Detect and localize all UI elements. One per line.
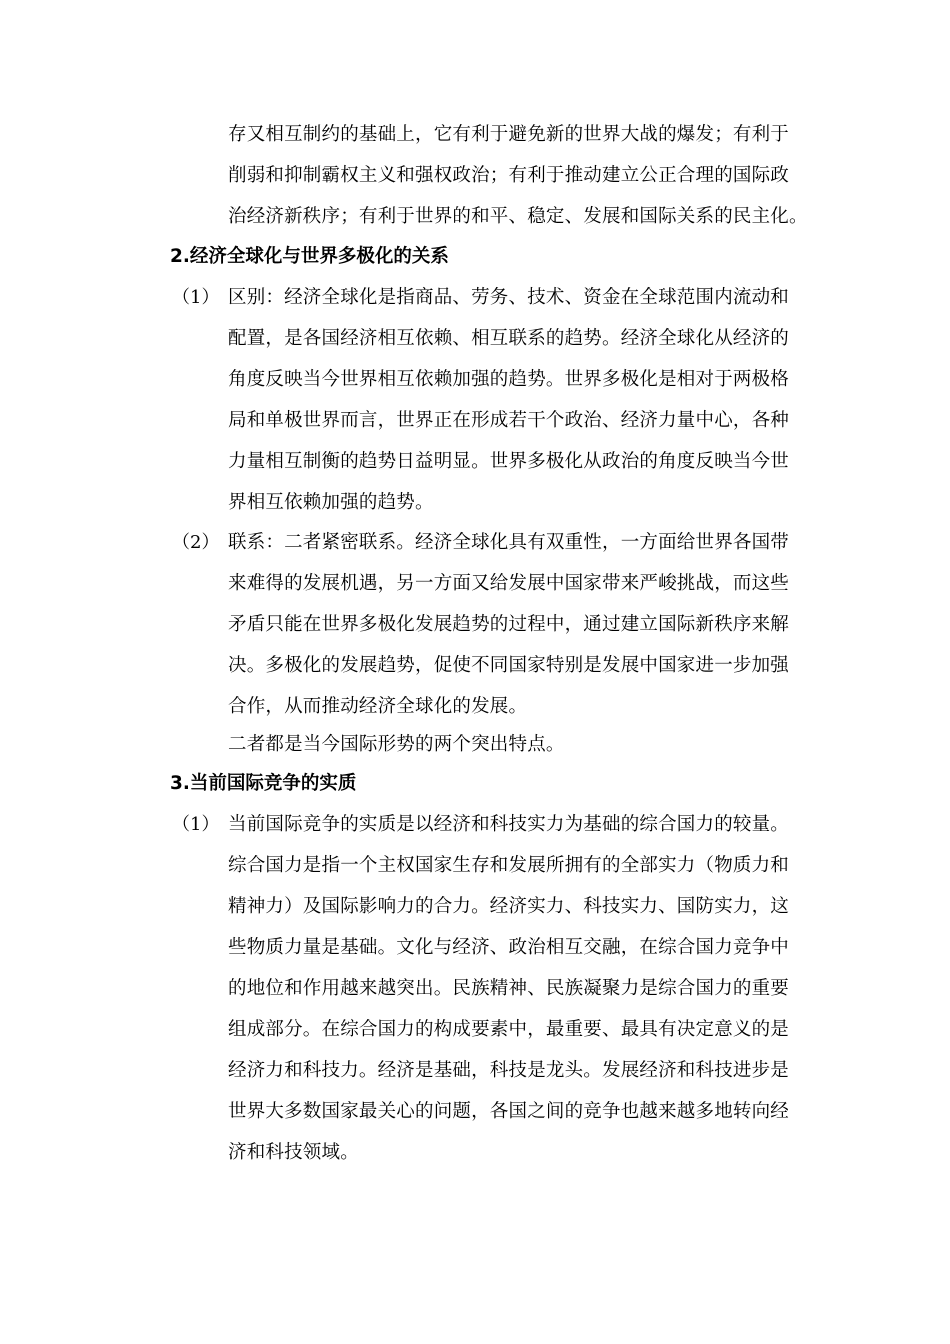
paragraph-line: 矛盾只能在世界多极化发展趋势的过程中，通过建立国际新秩序来解	[228, 614, 790, 635]
paragraph-line: 削弱和抑制霸权主义和强权政治；有利于推动建立公正合理的国际政	[228, 165, 790, 186]
section-heading: 2.经济全球化与世界多极化的关系	[170, 246, 449, 267]
list-marker: （2）	[172, 532, 220, 553]
paragraph-line: 的地位和作用越来越突出。民族精神、民族凝聚力是综合国力的重要	[228, 978, 790, 999]
paragraph-line: 联系：二者紧密联系。经济全球化具有双重性，一方面给世界各国带	[228, 532, 790, 553]
paragraph-line: 力量相互制衡的趋势日益明显。世界多极化从政治的角度反映当今世	[228, 451, 790, 472]
paragraph-line: 局和单极世界而言，世界正在形成若干个政治、经济力量中心，各种	[228, 410, 790, 431]
paragraph-line: 些物质力量是基础。文化与经济、政治相互交融，在综合国力竞争中	[228, 937, 790, 958]
list-marker: （1）	[172, 814, 220, 835]
paragraph-line: 综合国力是指一个主权国家生存和发展所拥有的全部实力（物质力和	[228, 855, 790, 876]
paragraph-line: 区别：经济全球化是指商品、劳务、技术、资金在全球范围内流动和	[228, 287, 790, 308]
paragraph-line: 配置，是各国经济相互依赖、相互联系的趋势。经济全球化从经济的	[228, 328, 790, 349]
paragraph-line: 存又相互制约的基础上，它有利于避免新的世界大战的爆发；有利于	[228, 124, 790, 145]
paragraph-line: 世界大多数国家最关心的问题，各国之间的竞争也越来越多地转向经	[228, 1101, 790, 1122]
paragraph-line: 二者都是当今国际形势的两个突出特点。	[228, 734, 565, 755]
paragraph-line: 济和科技领域。	[228, 1142, 359, 1163]
paragraph-line: 决。多极化的发展趋势，促使不同国家特别是发展中国家进一步加强	[228, 655, 790, 676]
paragraph-line: 角度反映当今世界相互依赖加强的趋势。世界多极化是相对于两极格	[228, 369, 790, 390]
paragraph-line: 合作，从而推动经济全球化的发展。	[228, 696, 528, 717]
paragraph-line: 界相互依赖加强的趋势。	[228, 492, 434, 513]
list-marker: （1）	[172, 287, 220, 308]
section-heading: 3.当前国际竞争的实质	[170, 773, 357, 794]
paragraph-line: 当前国际竞争的实质是以经济和科技实力为基础的综合国力的较量。	[228, 814, 790, 835]
paragraph-line: 经济力和科技力。经济是基础，科技是龙头。发展经济和科技进步是	[228, 1060, 790, 1081]
paragraph-line: 精神力）及国际影响力的合力。经济实力、科技实力、国防实力，这	[228, 896, 790, 917]
paragraph-line: 来难得的发展机遇，另一方面又给发展中国家带来严峻挑战，而这些	[228, 573, 790, 594]
paragraph-line: 组成部分。在综合国力的构成要素中，最重要、最具有决定意义的是	[228, 1019, 790, 1040]
paragraph-line: 治经济新秩序；有利于世界的和平、稳定、发展和国际关系的民主化。	[228, 206, 808, 227]
